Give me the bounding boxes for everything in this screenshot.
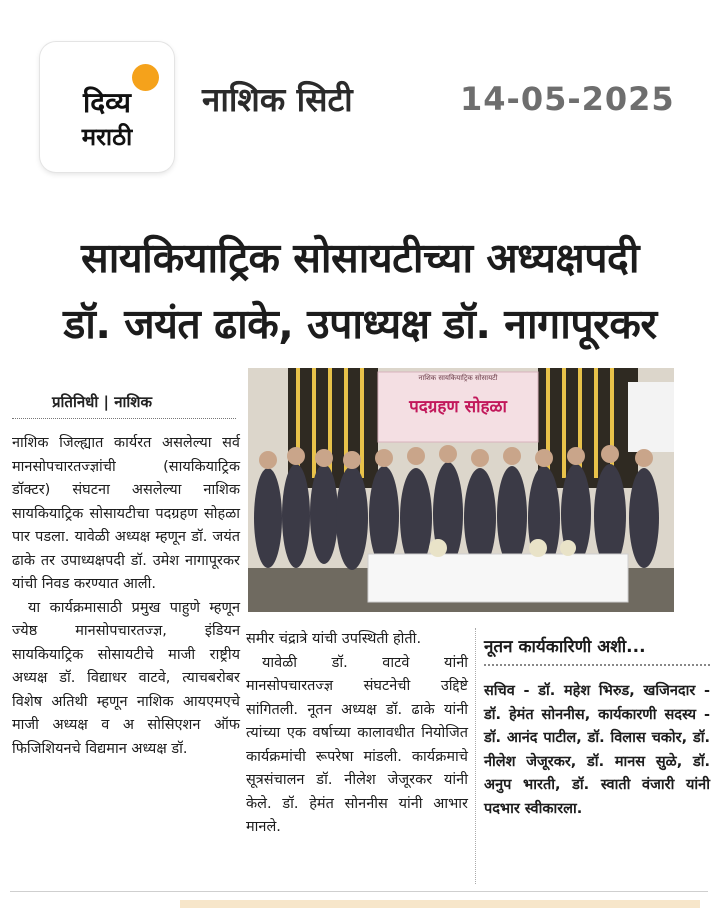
page-bottom-strip [180,900,700,908]
article-paragraph-2: या कार्यक्रमासाठी प्रमुख पाहुणे म्हणून ज्येष्ठ मानसोपचारतज्ज्ञ, इंडियन सायकियाट्रिक सोसायटीचे माजी राष्ट्रीय अध्यक्ष डॉ. विद्याधर वाटवे, त्याचबरोबर विशेष अतिथी म्हणून नाशिक आयएमएचे माजी अध्यक्ष व अ सोसिएशन ऑफ फिजिशियनचे विद्यमान अध्यक्ष डॉ. [12,599,240,757]
logo-text-bottom: मराठी [81,123,133,151]
article-column-2 [246,628,468,840]
article-column-1 [12,432,240,761]
committee-list: सचिव - डॉ. महेश भिरुड, खजिनदार - डॉ. हेमंत सोननीस, कार्यकारणी सदस्य - डॉ. आनंद पाटील, डॉ. विलास चकोर, डॉ. नीलेश जेजूरकर, डॉ. मानस सुळे, डॉ. अनुप भारती, डॉ. स्वाती वंजारी यांनी पदभार स्वीकारला. [484,683,710,817]
article-paragraph-3: समीर चंद्रात्रे यांची उपस्थिती होती. [246,631,422,647]
headline-line-1: सायकियाट्रिक सोसायटीच्या अध्यक्षपदी [81,234,639,282]
committee-divider [484,664,710,666]
page-bottom-rule [10,891,708,892]
sun-icon [132,64,159,91]
article-paragraph-4: यावेळी डॉ. वाटवे यांनी मानसोपचारतज्ज्ञ संघटनेची उद्दिष्टे सांगितली. नूतन अध्यक्ष डॉ. ढाके यांनी त्यांच्या एक वर्षाच्या कालावधीत नियोजित कार्यक्रमांची रूपरेषा मांडली. कार्यक्रमाचे सूत्रसंचालन डॉ. नीलेश जेजूरकर यांनी केले. डॉ. हेमंत सोननीस यांनी आभार मानले. [246,654,468,835]
banner-title: पदग्रहण सोहळा [409,397,507,417]
column-divider [475,628,476,884]
newspaper-logo [40,42,174,172]
byline: प्रतिनिधी | नाशिक [52,393,153,411]
banner-subtitle: नाशिक सायकियाट्रिक सोसायटी [418,374,498,382]
byline-divider [12,418,236,419]
edition-label: नाशिक सिटी [202,80,353,119]
logo-text-top: दिव्य [83,86,131,119]
article-paragraph-1: नाशिक जिल्ह्यात कार्यरत असलेल्या सर्व मानसोपचारतज्ज्ञांची (सायकियाट्रिक डॉक्टर) संघटना असलेल्या नाशिक सायकियाट्रिक सोसायटीचा पदग्रहण सोहळा पार पडला. यावेळी अध्यक्ष म्हणून डॉ. जयंत ढाके तर उपाध्यक्षपदी डॉ. उमेश नागापूरकर यांची निवड करण्यात आली. [12,435,240,592]
event-photo [248,368,674,612]
publication-date: 14-05-2025 [460,80,675,118]
headline-line-2: डॉ. जयंत ढाके, उपाध्यक्ष डॉ. नागापूरकर [63,300,657,348]
committee-heading: नूतन कार्यकारिणी अशी... [484,637,646,657]
